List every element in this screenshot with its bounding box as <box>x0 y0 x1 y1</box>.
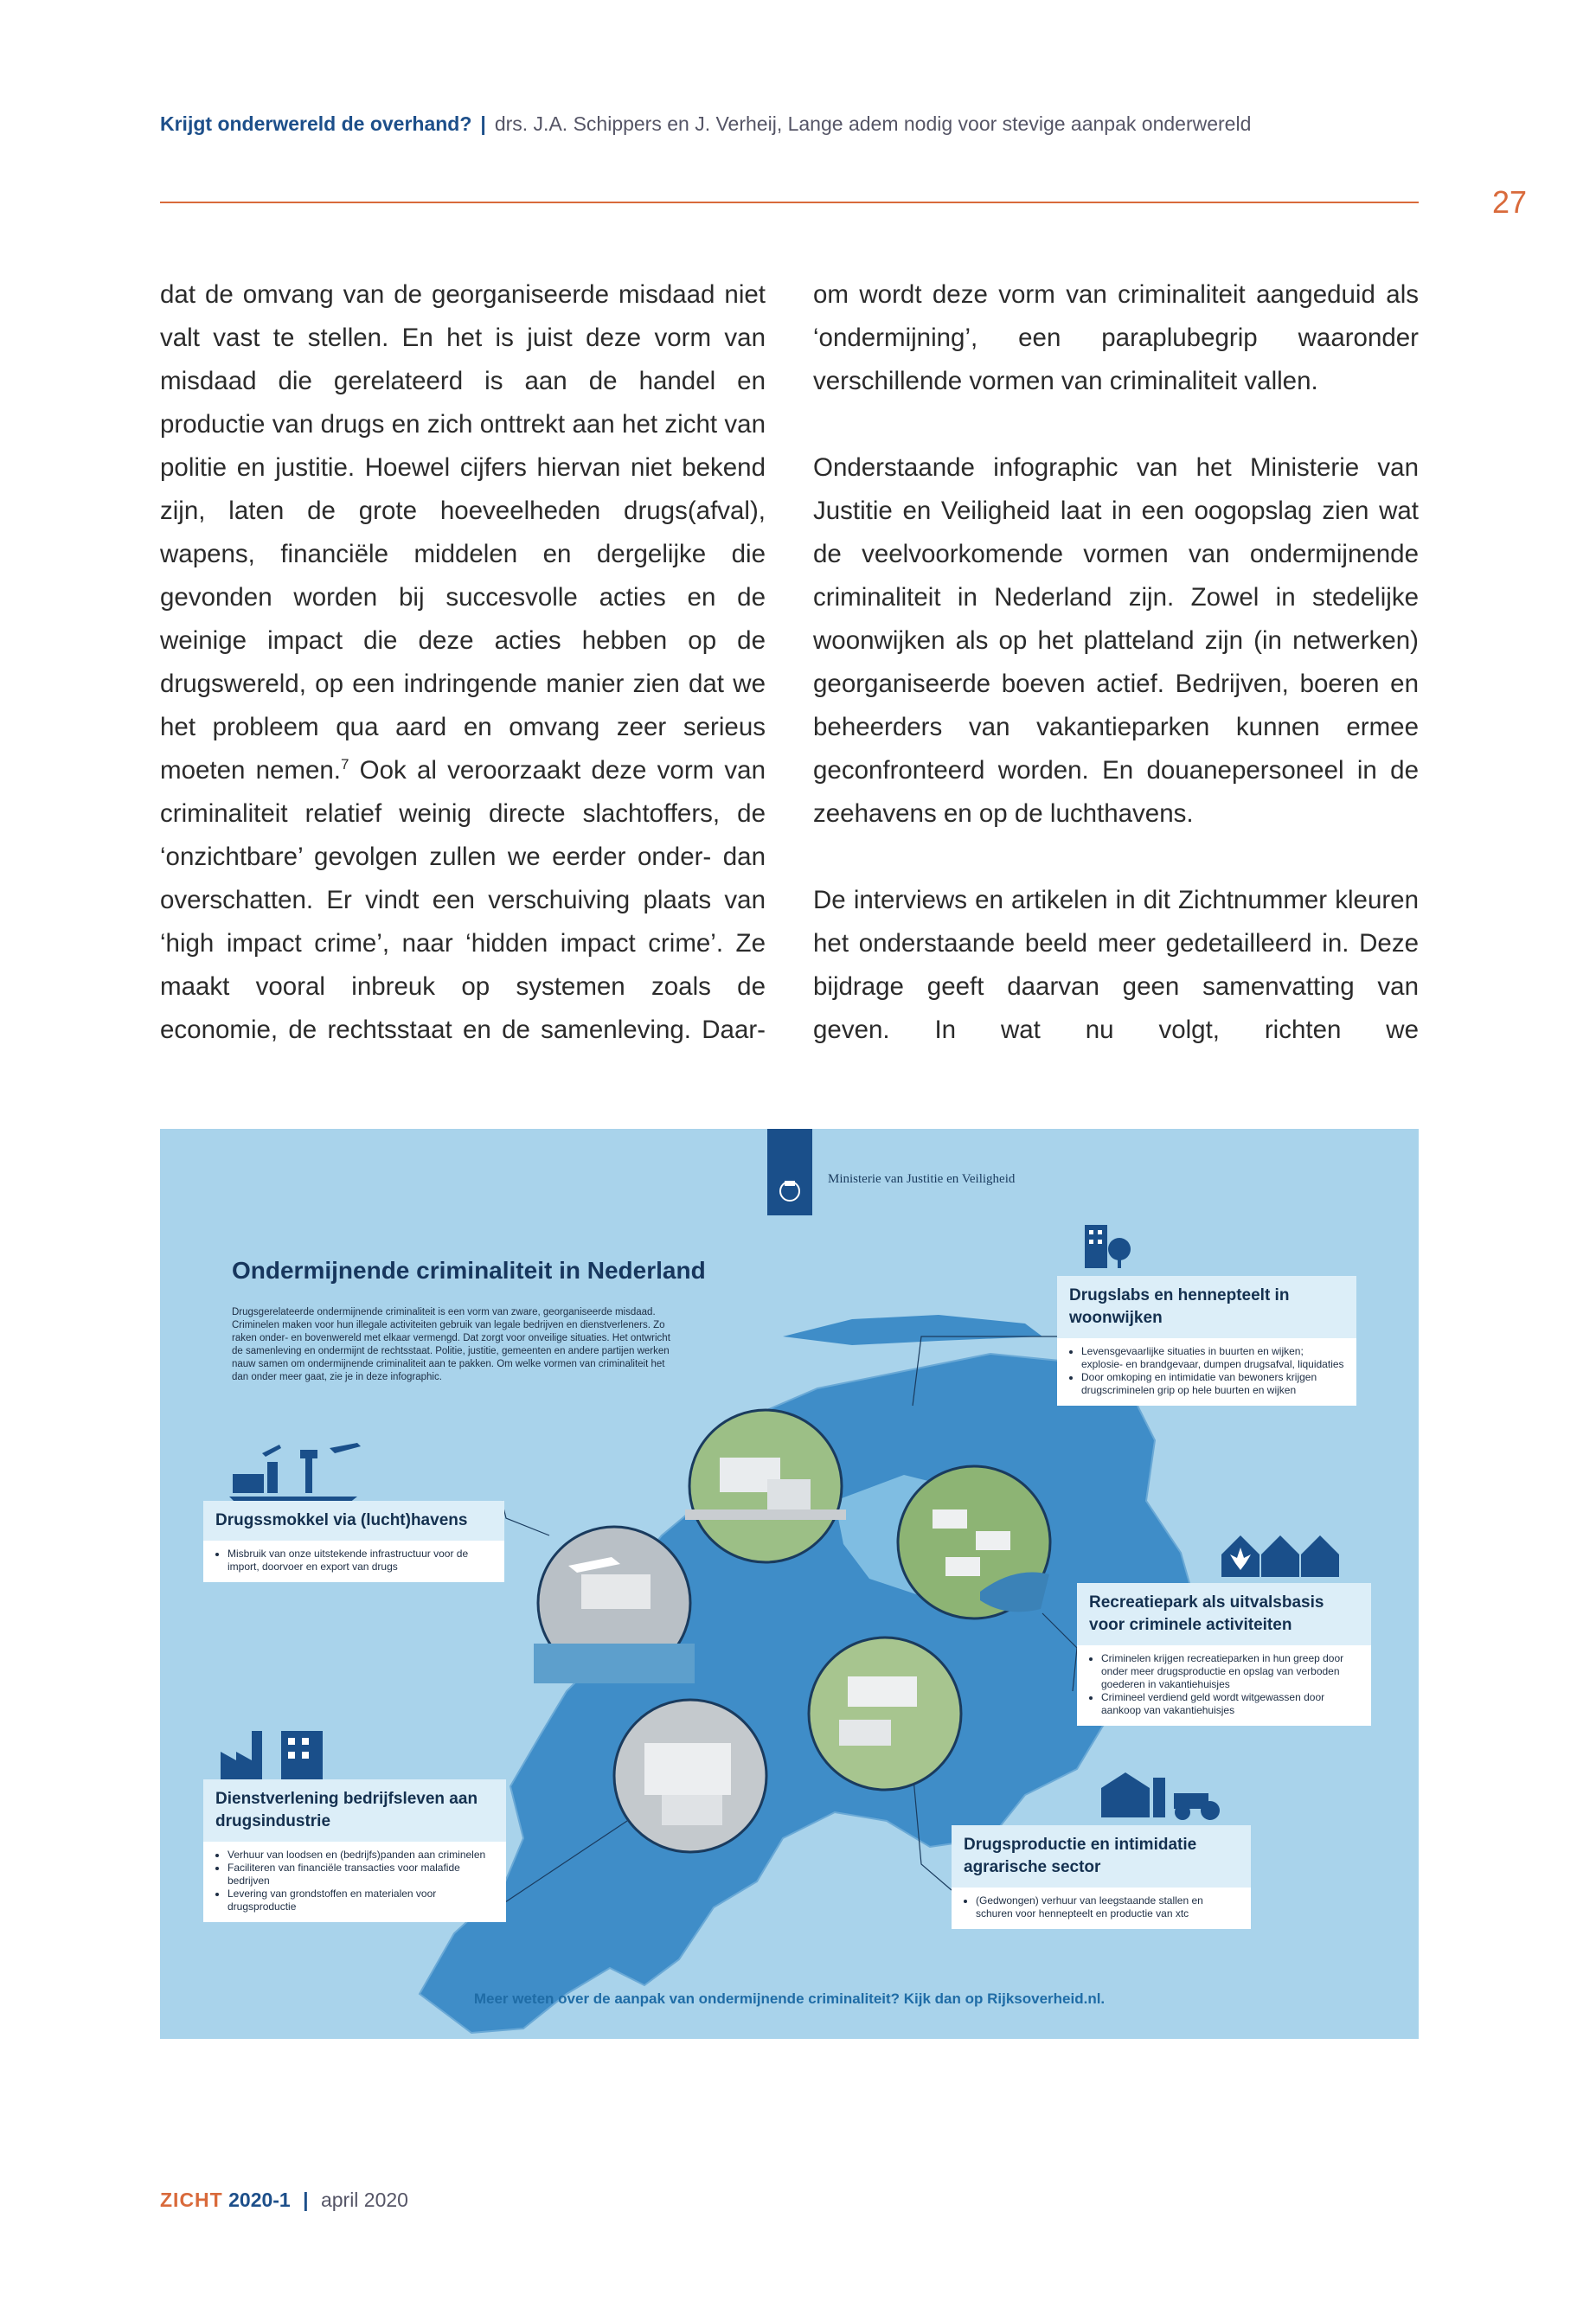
box-item: • Door omkoping en intimidatie van bewoners krijgen drugscriminelen grip op hele buurten en wijken <box>1081 1371 1346 1397</box>
box-title: Drugslabs en hennepteelt in woonwijken <box>1057 1276 1356 1338</box>
box-list <box>203 1548 504 1574</box>
box-item: • (Gedwongen) verhuur van leegstaande stallen en schuren voor hennepteelt en productie van xtc <box>976 1894 1240 1920</box>
box-list <box>952 1894 1251 1920</box>
infographic-cta[interactable]: Meer weten over de aanpak van ondermijnende criminaliteit? Kijk dan op Rijksoverheid.nl. <box>473 1990 1106 2007</box>
header-separator: | <box>480 112 486 135</box>
infographic <box>160 1129 1419 2039</box>
scene-water <box>534 1644 695 1683</box>
scene-havens <box>534 1522 695 1683</box>
box-title: Drugsproductie en intimidatie agrarische sector <box>952 1825 1251 1888</box>
left-paragraph <box>160 273 766 1052</box>
box-woonwijken <box>1057 1276 1356 1406</box>
scene-warehouse <box>644 1743 731 1795</box>
left-text-a: dat de omvang van de georganiseerde misdaad niet valt vast te stellen. En het is juist deze vorm van misdaad die gerelateerd is aan de handel en productie van drugs en zich onttrekt aan het zicht van politie en justitie. Hoewel cijfers hiervan niet bekend zijn, laten de grote hoeveelheden drugs(afval), wapens, financiële middelen en dergelijke die gevonden worden bij succesvolle acties en de weinige impact die deze acties hebben op de drugswereld, op een indringende manier zien dat we het probleem qua aard en omvang zeer serieus moeten nemen. <box>160 280 766 785</box>
scene-barn <box>848 1676 917 1707</box>
line-bedrijfsleven <box>497 1821 627 1907</box>
scene-building <box>767 1479 811 1509</box>
scene-woonwijk <box>685 1406 846 1567</box>
scene-chalet <box>933 1509 967 1529</box>
coat-of-arms-icon <box>767 1129 812 1215</box>
footer-date: april 2020 <box>320 2189 408 2211</box>
ministry-name: Ministerie van Justitie en Veiligheid <box>828 1172 1016 1186</box>
page-number: 27 <box>1492 184 1528 220</box>
scene-chalet <box>976 1531 1010 1550</box>
box-list <box>1077 1652 1371 1717</box>
right-paragraph-1: om wordt deze vorm van criminaliteit aangeduid als ‘ondermijning’, een paraplubegrip waaronder verschillende vormen van criminaliteit vallen. <box>813 280 1419 395</box>
box-item: • Criminelen krijgen recreatieparken in hun greep door onder meer drugsproductie en opslag van verboden goederen in vakantiehuisjes <box>1101 1652 1361 1691</box>
footer-separator: | <box>303 2189 309 2211</box>
box-list <box>203 1849 506 1913</box>
article-info: drs. J.A. Schippers en J. Verheij, Lange adem nodig voor stevige aanpak onderwereld <box>494 112 1252 135</box>
journal-title: Krijgt onderwereld de overhand? <box>160 112 472 135</box>
scene-barn <box>839 1720 891 1746</box>
scene-chalet <box>945 1557 980 1576</box>
footnote-ref[interactable]: 7 <box>341 756 349 773</box>
box-recreatiepark <box>1077 1583 1371 1726</box>
box-agrarisch <box>952 1825 1251 1929</box>
box-title: Drugssmokkel via (lucht)havens <box>203 1501 504 1541</box>
line-woonwijken <box>913 1336 1060 1406</box>
left-column <box>160 273 766 1052</box>
scene-hangar <box>581 1574 651 1609</box>
houses-cannabis-icon <box>1220 1529 1341 1580</box>
buildings-tree-icon <box>1081 1220 1133 1272</box>
footer-issue: 2020-1 <box>228 2189 291 2211</box>
box-item: • Faciliteren van financiële transacties voor malafide bedrijven <box>228 1862 496 1888</box>
harbour-airport-icon <box>228 1436 366 1505</box>
footer <box>160 2189 408 2212</box>
left-text-b: Ook al veroorzaakt deze vorm van criminaliteit relatief weinig directe slachtoffers, de ‘onzichtbare’ gevolgen zullen we eerder onder- dan overschatten. Er vindt een verschuiving plaats van ‘high impact crime’, naar ‘hidden impact crime’. Ze maakt vooral inbreuk op systemen zoals de economie, de rechtsstaat en de samenleving. Daar- <box>160 756 766 1044</box>
box-item: • Levering van grondstoffen en materialen voor drugsproductie <box>228 1888 496 1913</box>
farm-tractor-icon <box>1099 1769 1229 1821</box>
box-bedrijfsleven <box>203 1779 506 1922</box>
scene-bedrijfsleven <box>610 1695 771 1856</box>
line-recreatie <box>1042 1613 1077 1691</box>
scene-road <box>685 1509 846 1520</box>
box-title: Dienstverlening bedrijfsleven aan drugsindustrie <box>203 1779 506 1842</box>
box-havens <box>203 1501 504 1582</box>
scene-recreatiepark <box>894 1462 1054 1623</box>
box-item: • Verhuur van loodsen en (bedrijfs)panden aan criminelen <box>228 1849 496 1862</box>
right-column <box>813 273 1419 1052</box>
box-title: Recreatiepark als uitvalsbasis voor criminele activiteiten <box>1077 1583 1371 1645</box>
scene-agrarisch <box>804 1633 965 1794</box>
right-paragraph-2: Onderstaande infographic van het Ministerie van Justitie en Veiligheid laat in een oogopslag zien wat de veelvoorkomende vormen van ondermijnende criminaliteit in Nederland zijn. Zowel in stedelijke woonwijken als op het platteland zijn (in netwerken) georganiseerde boeven actief. Bedrijven, boeren en beheerders van vakantieparken kunnen ermee geconfronteerd worden. En douanepersoneel in de zeehavens en op de luchthavens. <box>813 453 1419 828</box>
box-list <box>1057 1345 1356 1397</box>
scene-warehouse <box>662 1795 722 1825</box>
infographic-title: Ondermijnende criminaliteit in Nederland <box>232 1257 706 1284</box>
footer-brand: ZICHT <box>160 2189 223 2211</box>
right-paragraph-3: De interviews en artikelen in dit Zichtnummer kleuren het onderstaande beeld meer gedetailleerd in. Deze bijdrage geeft daarvan geen samenvatting van geven. In wat nu volgt, richten we <box>813 886 1419 1044</box>
infographic-intro: Drugsgerelateerde ondermijnende criminaliteit is een vorm van zware, georganiseerde misdaad. Criminelen maken voor hun illegale activiteiten gebruik van legale bedrijven en dienstverleners. Zo raken onder- en bovenwereld met elkaar vermengd. Dat zorgt voor onveilige situaties. Het ontwricht de samenleving en ondermijnt de rechtsstaat. Politie, justitie, gemeenten en andere partijen werken nauw samen om ondermijnende criminaliteit aan te pakken. Om welke vormen van criminaliteit het dan onder meer gaat, zie je in deze infographic. <box>232 1307 670 1382</box>
factory-building-icon <box>219 1726 331 1786</box>
ministry-logo <box>767 1129 812 1215</box>
box-item: • Misbruik van onze uitstekende infrastructuur voor de import, doorvoer en export van drugs <box>228 1548 494 1574</box>
running-header <box>160 112 1251 136</box>
box-item: • Crimineel verdiend geld wordt witgewassen door aankoop van vakantiehuisjes <box>1101 1691 1361 1717</box>
scene-circle <box>809 1638 961 1790</box>
box-item: • Levensgevaarlijke situaties in buurten en wijken; explosie- en brandgevaar, dumpen drugsafval, liquidaties <box>1081 1345 1346 1371</box>
header-rule <box>160 202 1419 203</box>
